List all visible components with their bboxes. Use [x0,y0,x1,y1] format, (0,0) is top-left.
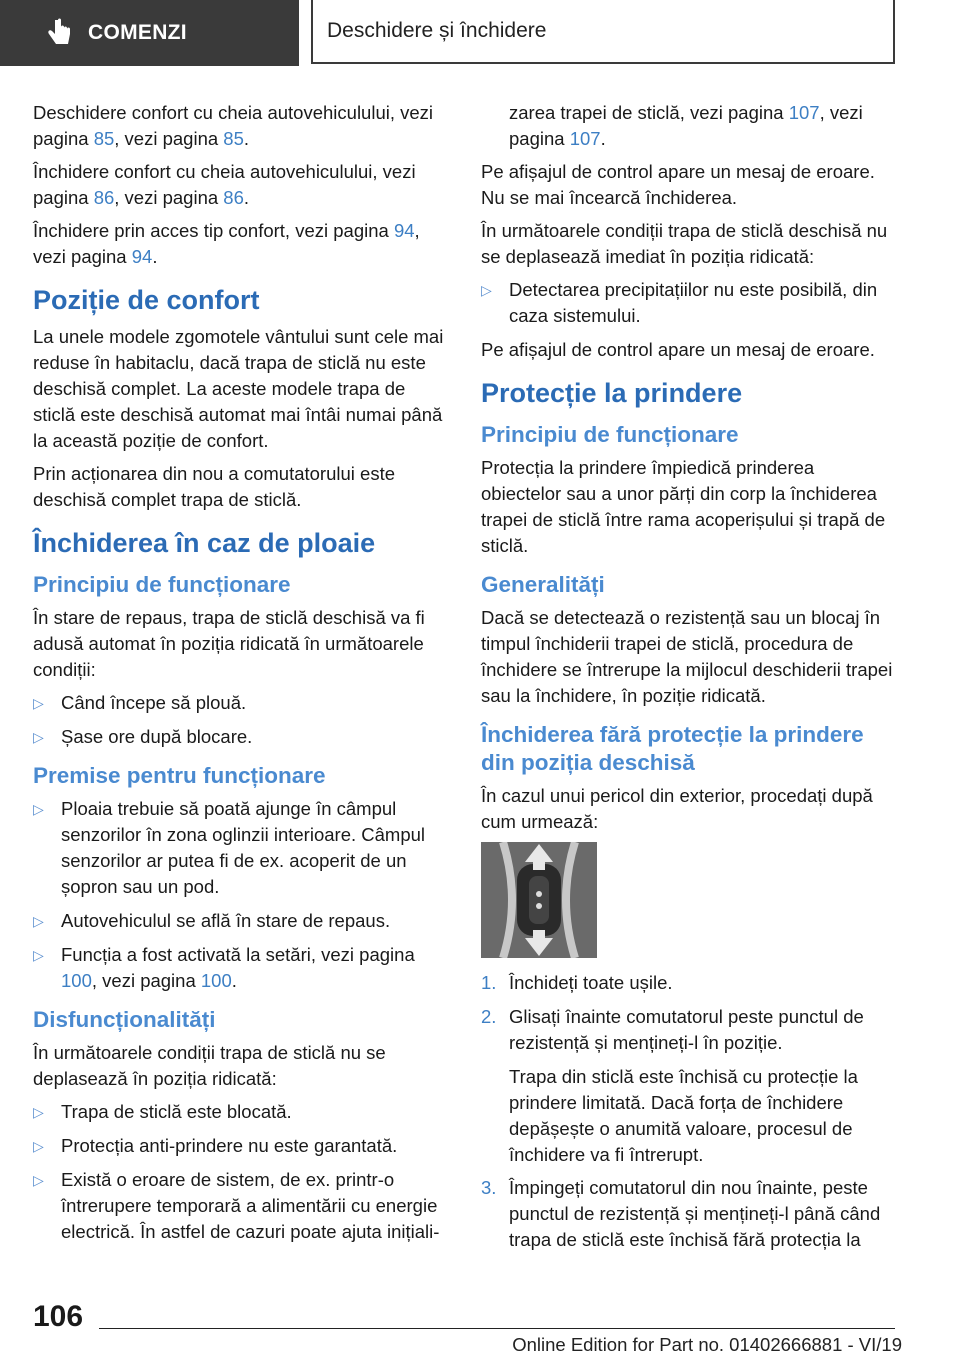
section-title: COMENZI [88,21,187,44]
page-link[interactable]: 107 [569,128,601,149]
list-item: ▷ Autovehiculul se află în stare de repaus. [33,908,451,934]
triangle-bullet-icon: ▷ [33,695,44,711]
triangle-bullet-icon: ▷ [33,947,44,963]
heading-general: Generalități [481,572,605,597]
page-link[interactable]: 86 [93,187,115,208]
left-column [33,100,451,1253]
heading-comfort: Poziție de confort [33,285,260,315]
footer-edition: Online Edition for Part no. 01402666881 - VI/19 [512,1334,902,1355]
page-link[interactable]: 94 [131,246,153,267]
continued-list-text: zarea trapei de sticlă, vezi pagina 107, vezi pagina 107. [509,102,863,149]
comfort-paragraph-2: Prin acționarea din nou a comutatorului este deschisă complet trapa de sticlă. [33,463,395,510]
step-item: 3. Împingeți comutatorul din nou înainte, peste punctul de rezistență și mențineți-l până când trapa de sticlă este închisă fără protecția la [481,1177,881,1250]
list-item: ▷ Șase ore după blocare. [33,724,451,750]
list-item: ▷ Trapa de sticlă este blocată. [33,1099,451,1125]
triangle-bullet-icon: ▷ [33,801,44,817]
page-link[interactable]: 86 [223,187,244,208]
chapter-tab[interactable] [311,0,895,64]
list-item: ▷ Ploaia trebuie să poată ajunge în câmpul senzorilor în zona oglinzii interioare. Câmpul senzorilor ar putea fi de ex. acoperit de un șopron sau un pod. [33,798,426,897]
heading-rain: Închiderea în caz de ploaie [33,528,376,558]
heading-close-without-protection: Închiderea fără protecție la prindere din poziția deschisă [481,722,864,775]
close-paragraph: În cazul unui pericol din exterior, procedați după cum urmează: [481,785,873,832]
intro-line-1: Deschidere confort cu cheia autovehiculului, vezi pagina 85, vezi pagina 85. [33,102,434,149]
roof-switch-image [481,842,597,958]
footer-divider [99,1328,895,1329]
step-item: 1. Închideți toate ușile. [481,972,673,993]
triangle-bullet-icon: ▷ [33,1138,44,1154]
intro-line-2: Închidere confort cu cheia autovehiculului, vezi pagina 86, vezi pagina 86. [33,161,416,208]
page-number: 106 [33,1300,84,1333]
list-item: ▷ Când începe să plouă. [33,690,451,716]
principle-paragraph: În stare de repaus, trapa de sticlă deschisă va fi adusă automat în poziția ridicată în următoarele condiții: [33,607,425,680]
general-paragraph: Dacă se detectează o rezistență sau un blocaj în timpul închiderii trapei de sticlă, procedura de închidere se întrerupe la mijlocul deschiderii trapei sau la închidere, în poziție ridicată. [481,607,893,706]
step-2-note: Trapa din sticlă este închisă cu protecție la prindere limitată. Dacă forța de închidere depășește o anumită valoare, procesul de închidere va fi întrerupt. [509,1066,858,1165]
intro-line-3: Închidere prin acces tip confort, vezi pagina 94, vezi pagina 94. [33,220,420,267]
heading-malfunction: Disfuncționalități [33,1007,216,1032]
triangle-bullet-icon: ▷ [33,729,44,745]
malfunction-paragraph: În următoarele condiții trapa de sticlă nu se deplasează în poziția ridicată: [33,1042,386,1089]
triangle-bullet-icon: ▷ [33,1172,44,1188]
error-paragraph-2: Pe afișajul de control apare un mesaj de eroare. [481,339,875,360]
heading-principle: Principiu de funcționare [481,422,739,447]
chapter-title: Deschidere și închidere [327,19,547,42]
section-tab[interactable] [0,0,299,66]
page-link[interactable]: 85 [93,128,115,149]
heading-premise: Premise pentru funcționare [33,763,326,788]
error-paragraph-1: Pe afișajul de control apare un mesaj de eroare. Nu se mai încearcă închiderea. [481,161,875,208]
page-link[interactable]: 107 [788,102,820,123]
right-column [481,100,899,1261]
triangle-bullet-icon: ▷ [481,282,492,298]
hand-pointer-icon [40,13,80,53]
heading-pinch-protection: Protecție la prindere [481,378,743,408]
principle-paragraph: Protecția la prindere împiedică prinderea obiectelor sau a unor părți din corp la închiderea trapei de sticlă între rama acoperișului și trapă de sticlă. [481,457,886,556]
conditions-paragraph: În următoarele condiții trapa de sticlă deschisă nu se deplasează imediat în poziția ridicată: [481,220,888,267]
heading-principle: Principiu de funcționare [33,572,291,597]
triangle-bullet-icon: ▷ [33,1104,44,1120]
page-link[interactable]: 85 [223,128,244,149]
page-link[interactable]: 100 [61,970,92,991]
list-item: ▷ Există o eroare de sistem, de ex. printr-o întrerupere temporară a alimentării cu energie electrică. În astfel de cazuri poate ajuta inițiali- [33,1169,440,1242]
list-item: ▷ Detectarea precipitațiilor nu este posibilă, din caza sistemului. [481,279,878,326]
list-item: ▷ Protecția anti-prindere nu este garantată. [33,1133,451,1159]
page-link[interactable]: 94 [393,220,415,241]
step-item: 2. Glisați înainte comutatorul peste punctul de rezistență și mențineți-l în poziție. [481,1006,864,1053]
comfort-paragraph-1: La unele modele zgomotele vântului sunt cele mai reduse în habitaclu, dacă trapa de sticlă nu este deschisă complet. La aceste modele trapa de sticlă este deschisă automat mai întâi numai până la această poziție de confort. [33,326,444,451]
list-item: ▷ Funcția a fost activată la setări, vezi pagina 100, vezi pagina 100. [33,944,415,991]
triangle-bullet-icon: ▷ [33,913,44,929]
page-link[interactable]: 100 [200,970,232,991]
